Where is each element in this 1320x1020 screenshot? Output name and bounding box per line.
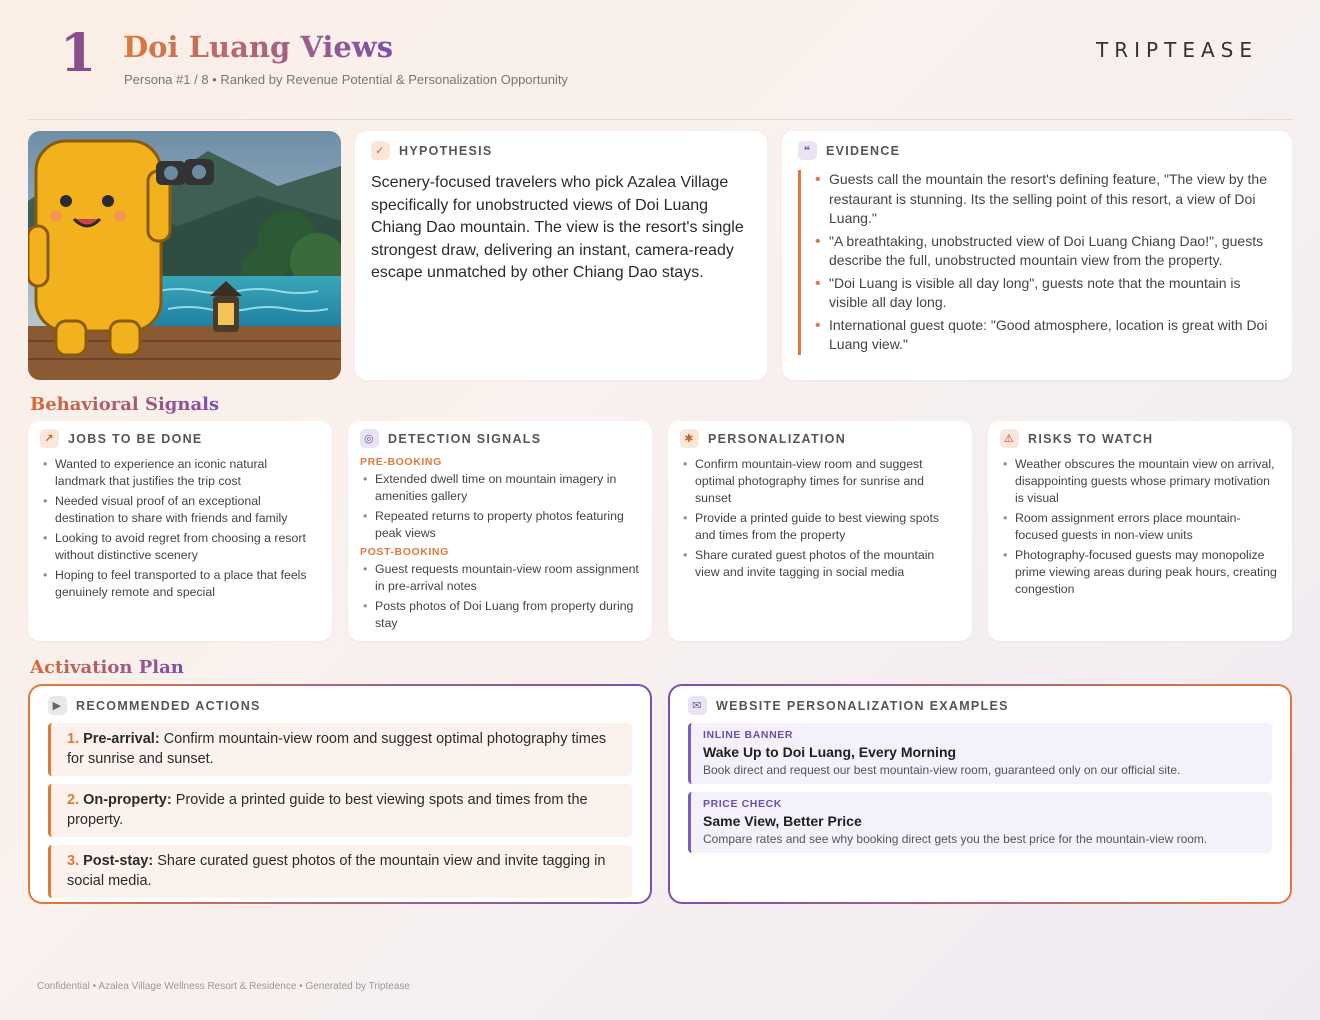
post-booking-label: POST-BOOKING [360,546,449,558]
action-text: Confirm mountain-view room and suggest optimal photography times for sunrise and sunset. [67,731,607,767]
list-item: • Share curated guest photos of the mountain view and invite tagging in social media [680,547,960,581]
behavioral-signals-title: Behavioral Signals [30,394,220,415]
action-text: Share curated guest photos of the mountain view and invite tagging in social media. [67,853,606,889]
list-item: • Guest requests mountain-view room assignment in pre-arrival notes [360,561,640,595]
web-example-headline: Wake Up to Doi Luang, Every Morning [703,744,957,760]
risks-card [988,421,1292,641]
page-subtitle: Persona #1 / 8 • Ranked by Revenue Potential & Personalization Opportunity [124,72,568,87]
list-item: • Confirm mountain-view room and suggest optimal photography times for sunrise and sunset [680,456,960,507]
action-number: 3. [67,853,80,869]
list-item: • Room assignment errors place mountain-focused guests in non-view units [1000,510,1280,544]
jobs-label: JOBS TO BE DONE [68,431,203,446]
page-footer: Confidential • Azalea Village Wellness Resort & Residence • Generated by Triptease [37,981,410,992]
personalization-label: PERSONALIZATION [708,431,847,446]
action-number: 2. [67,792,80,808]
list-item: • Weather obscures the mountain view on arrival, disappointing guests whose primary motivation is visual [1000,456,1280,507]
action-lead: Pre-arrival: [83,731,160,747]
warning-icon: ⚠ [1000,429,1019,448]
list-item: • Needed visual proof of an exceptional destination to share with friends and family [40,493,320,527]
evidence-card [782,131,1292,380]
check-icon: ✓ [371,141,390,160]
action-number: 1. [67,731,80,747]
activation-plan-title: Activation Plan [30,657,184,678]
web-example-tag: PRICE CHECK [703,798,782,810]
list-item: • Provide a printed guide to best viewing spots and times from the property [680,510,960,544]
recommended-actions-card [28,684,652,904]
risks-label: RISKS TO WATCH [1028,431,1154,446]
evidence-item: • International guest quote: "Good atmosphere, location is great with Doi Luang view." [815,316,1276,355]
action-lead: On-property: [83,792,172,808]
hypothesis-label: HYPOTHESIS [399,143,493,158]
quote-icon: ❝ [798,141,817,160]
pre-booking-label: PRE-BOOKING [360,456,442,468]
evidence-label: EVIDENCE [826,143,901,158]
website-label: WEBSITE PERSONALIZATION EXAMPLES [716,698,1009,713]
list-item: • Wanted to experience an iconic natural landmark that justifies the trip cost [40,456,320,490]
list-item: • Photography-focused guests may monopolize prime viewing areas during peak hours, creating congestion [1000,547,1280,598]
web-example-item [688,723,1272,784]
action-item [48,723,632,776]
persona-illustration [28,131,341,380]
page-header [0,0,1320,120]
list-item: • Repeated returns to property photos featuring peak views [360,508,640,542]
personalization-card [668,421,972,641]
evidence-item: • Guests call the mountain the resort's defining feature, "The view by the restaurant is stunning. Its the selling point of this resort, a view of Doi Luang." [815,170,1276,229]
web-example-item [688,792,1272,853]
list-item: • Extended dwell time on mountain imagery in amenities gallery [360,471,640,505]
jobs-to-be-done-card [28,421,332,641]
action-text: Provide a printed guide to best viewing spots and times from the property. [67,792,588,828]
brand-logo: TRIPTEASE [1096,38,1258,62]
list-item: • Looking to avoid regret from choosing a resort without distinctive scenery [40,530,320,564]
web-example-desc: Book direct and request our best mountain-view room, guaranteed only on our official site. [703,763,1181,777]
radar-icon: ◎ [360,429,379,448]
asterisk-icon: ✱ [680,429,699,448]
header-divider [28,119,1293,120]
persona-rank: 1 [60,23,97,84]
evidence-item: • "A breathtaking, unobstructed view of Doi Luang Chiang Dao!", guests describe the full, unobstructed mountain view from the property. [815,232,1276,271]
action-item [48,845,632,898]
detection-signals-card [348,421,652,641]
arrow-up-right-icon: ↗ [40,429,59,448]
page-title: Doi Luang Views [123,30,394,64]
evidence-item: • "Doi Luang is visible all day long", guests note that the mountain is visible all day long. [815,274,1276,313]
play-icon: ▶ [48,696,67,715]
list-item: • Hoping to feel transported to a place that feels genuinely remote and special [40,567,320,601]
list-item: • Posts photos of Doi Luang from property during stay [360,598,640,632]
action-lead: Post-stay: [83,853,154,869]
detection-label: DETECTION SIGNALS [388,431,542,446]
web-example-headline: Same View, Better Price [703,813,862,829]
mail-icon: ✉ [688,696,707,715]
action-item [48,784,632,837]
hypothesis-text: Scenery-focused travelers who pick Azalea Village specifically for unobstructed views of Doi Luang Chiang Dao mountain. The view is the resort's single strongest draw, delivering an instant, camera-ready escape unmatched by other Chiang Dao stays. [371,174,744,281]
recommended-label: RECOMMENDED ACTIONS [76,698,261,713]
web-example-tag: INLINE BANNER [703,729,794,741]
website-personalization-card [668,684,1292,904]
hypothesis-card [355,131,767,380]
web-example-desc: Compare rates and see why booking direct gets you the best price for the mountain-view room. [703,832,1208,846]
